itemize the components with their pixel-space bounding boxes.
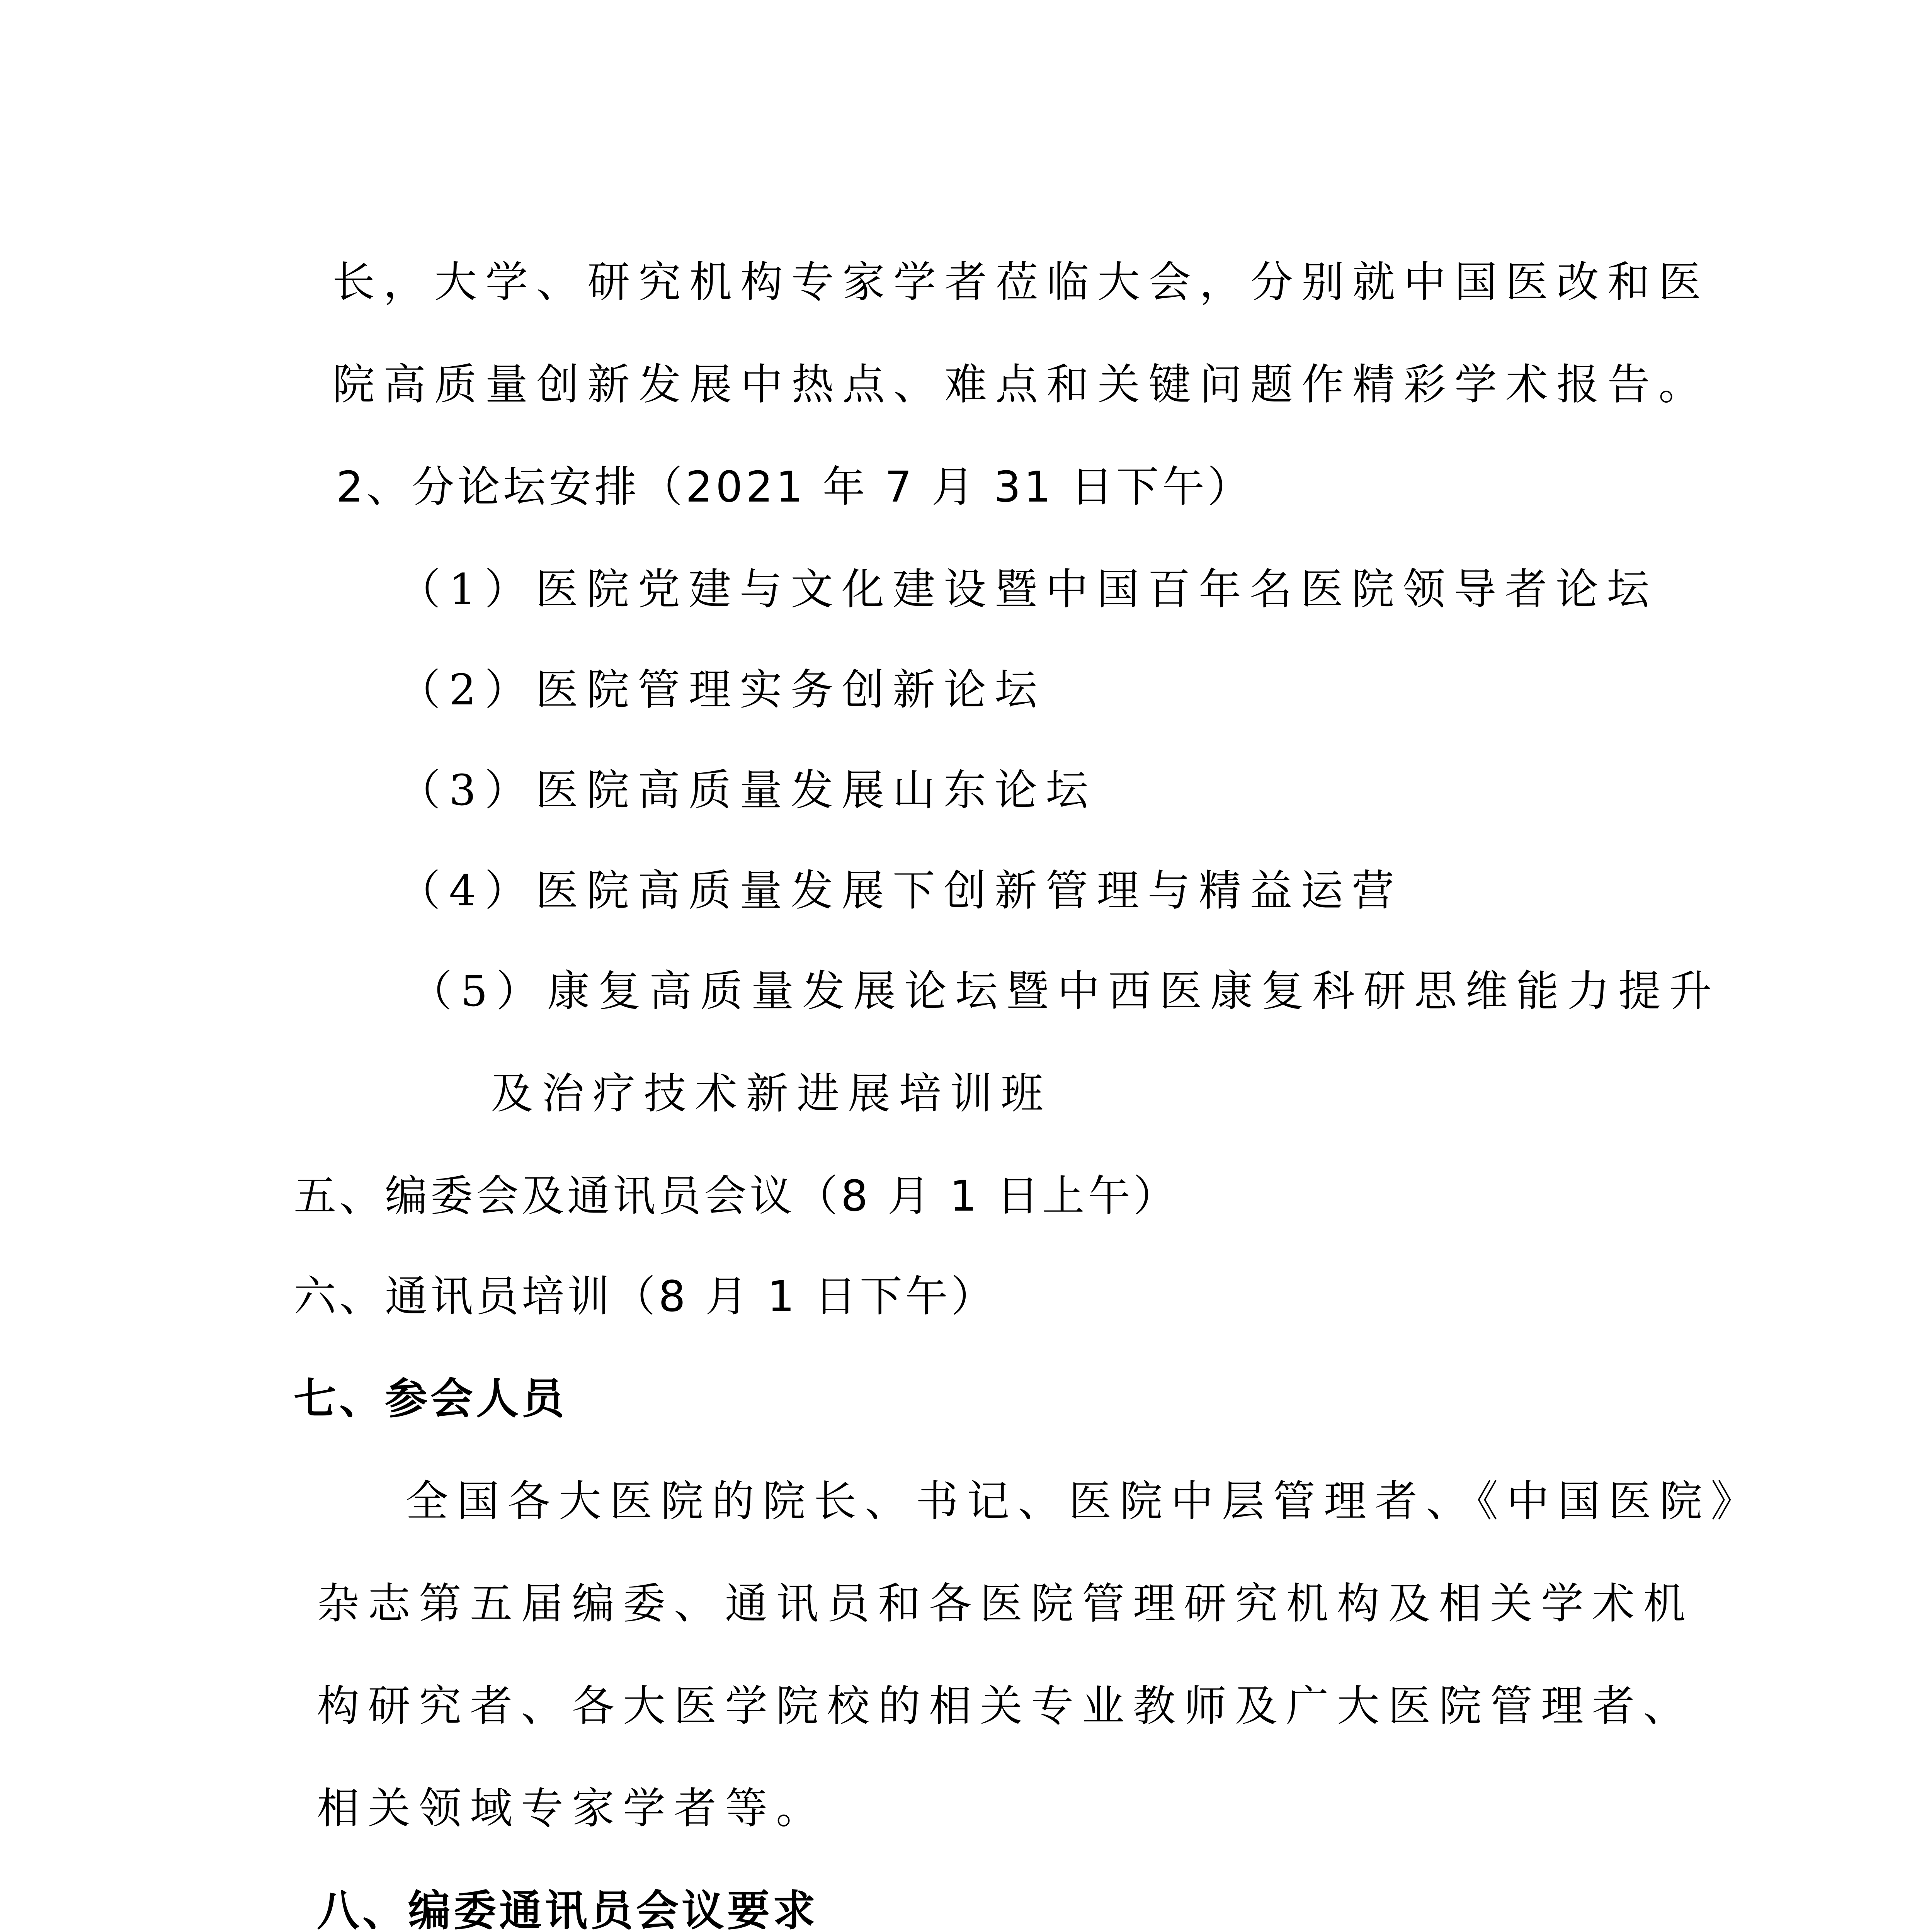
body-text-line: 相关领域专家学者等。 xyxy=(317,1784,827,1833)
body-text-line: 院高质量创新发展中热点、难点和关键问题作精彩学术报告。 xyxy=(332,360,1709,409)
forum-list-item: （3）医院高质量发展山东论坛 xyxy=(398,765,1097,815)
forum-list-item-continuation: 及治疗技术新进展培训班 xyxy=(491,1069,1052,1118)
body-text-line: 构研究者、各大医学院校的相关专业教师及广大医院管理者、 xyxy=(317,1681,1694,1731)
body-text-line: 杂志第五届编委、通讯员和各医院管理研究机构及相关学术机 xyxy=(317,1579,1694,1628)
forum-list-item: （4）医院高质量发展下创新管理与精益运营 xyxy=(398,866,1403,915)
forum-list-item: （2）医院管理实务创新论坛 xyxy=(398,665,1046,714)
section-heading: 七、参会人员 xyxy=(294,1374,567,1423)
section-heading: 五、编委会及通讯员会议（8 月 1 日上午） xyxy=(294,1171,1179,1221)
forum-list-item: （5）康复高质量发展论坛暨中西医康复科研思维能力提升 xyxy=(410,966,1720,1016)
sub-forum-heading: 2、分论坛安排（2021 年 7 月 31 日下午） xyxy=(336,462,1253,512)
body-text-line: 长，大学、研究机构专家学者莅临大会，分别就中国医改和医 xyxy=(332,257,1709,307)
body-text-line: 全国各大医院的院长、书记、医院中层管理者、《中国医院》 xyxy=(406,1476,1762,1526)
section-heading: 六、通讯员培训（8 月 1 日下午） xyxy=(294,1272,997,1321)
forum-list-item: （1）医院党建与文化建设暨中国百年名医院领导者论坛 xyxy=(398,565,1658,614)
section-heading: 八、编委通讯员会议要求 xyxy=(317,1886,818,1932)
